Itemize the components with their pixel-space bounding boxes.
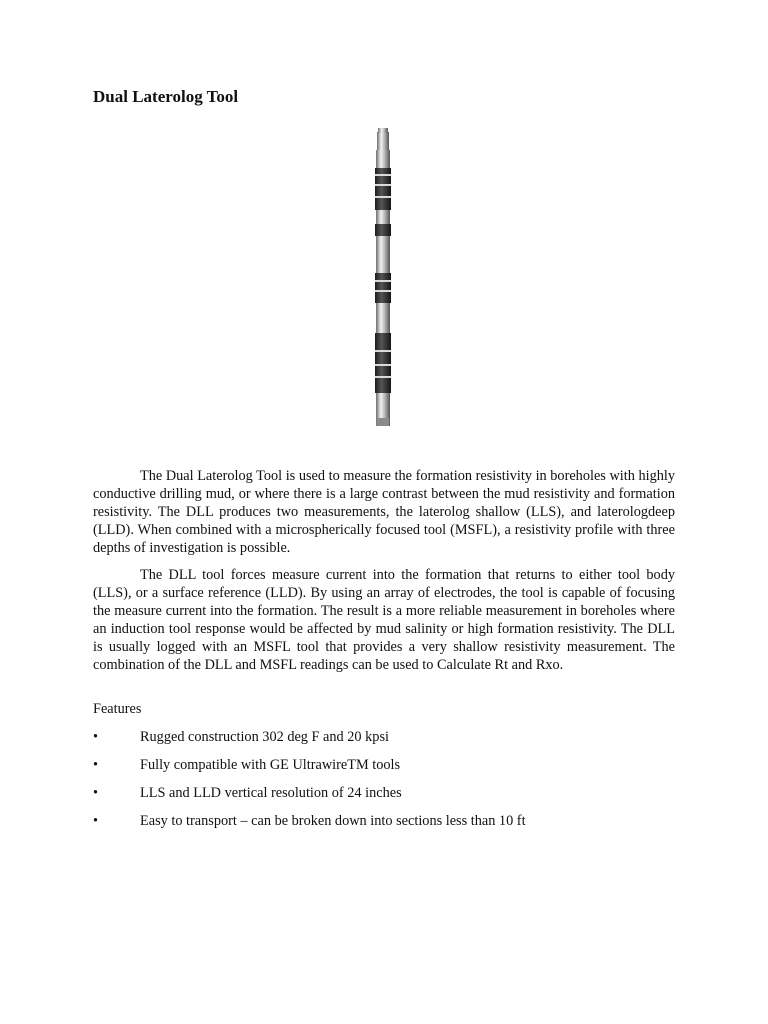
feature-item [93,784,675,812]
feature-item [93,812,675,840]
paragraph-operation-text: The DLL tool forces measure current into the formation that returns to either tool body (LLS), or a surface reference (LLD). By using an array of electrodes, the tool is capable of focusing the measure current into the formation. The result is a more reliable measurement in boreholes where an induction tool response would be affected by mud salinity or high formation resistivity. The DLL is usually logged with an MSFL tool that provides a very shallow resistivity measurement. The combination of the DLL and MSFL readings can be used to Calculate Rt and Rxo. [93,567,675,673]
bullet-icon: • [93,785,99,801]
paragraph-operation [93,566,675,674]
paragraph-intro-text: The Dual Laterolog Tool is used to measure the formation resistivity in boreholes with highly conductive drilling mud, or where there is a large contrast between the mud resistivity and formation resistivity. The DLL produces two measurements, the laterolog shallow (LLS), and laterologdeep (LLD). When combined with a microspherically focused tool (MSFL), a resistivity profile with three depths of investigation is possible. [93,468,675,556]
feature-text: Easy to transport – can be broken down into sections less than 10 ft [140,813,526,829]
feature-text: Fully compatible with GE UltrawireTM tools [140,757,401,773]
bullet-icon: • [93,757,99,773]
features-heading: Features [93,701,142,717]
feature-item [93,728,675,756]
paragraph-intro [93,467,675,557]
page-title: Dual Laterolog Tool [93,87,239,106]
bullet-icon: • [93,813,99,829]
bullet-icon: • [93,729,99,745]
features-list [93,728,675,840]
feature-item [93,756,675,784]
tool-image [370,128,396,430]
feature-text: Rugged construction 302 deg F and 20 kpsi [140,729,389,745]
feature-text: LLS and LLD vertical resolution of 24 inches [140,785,402,801]
